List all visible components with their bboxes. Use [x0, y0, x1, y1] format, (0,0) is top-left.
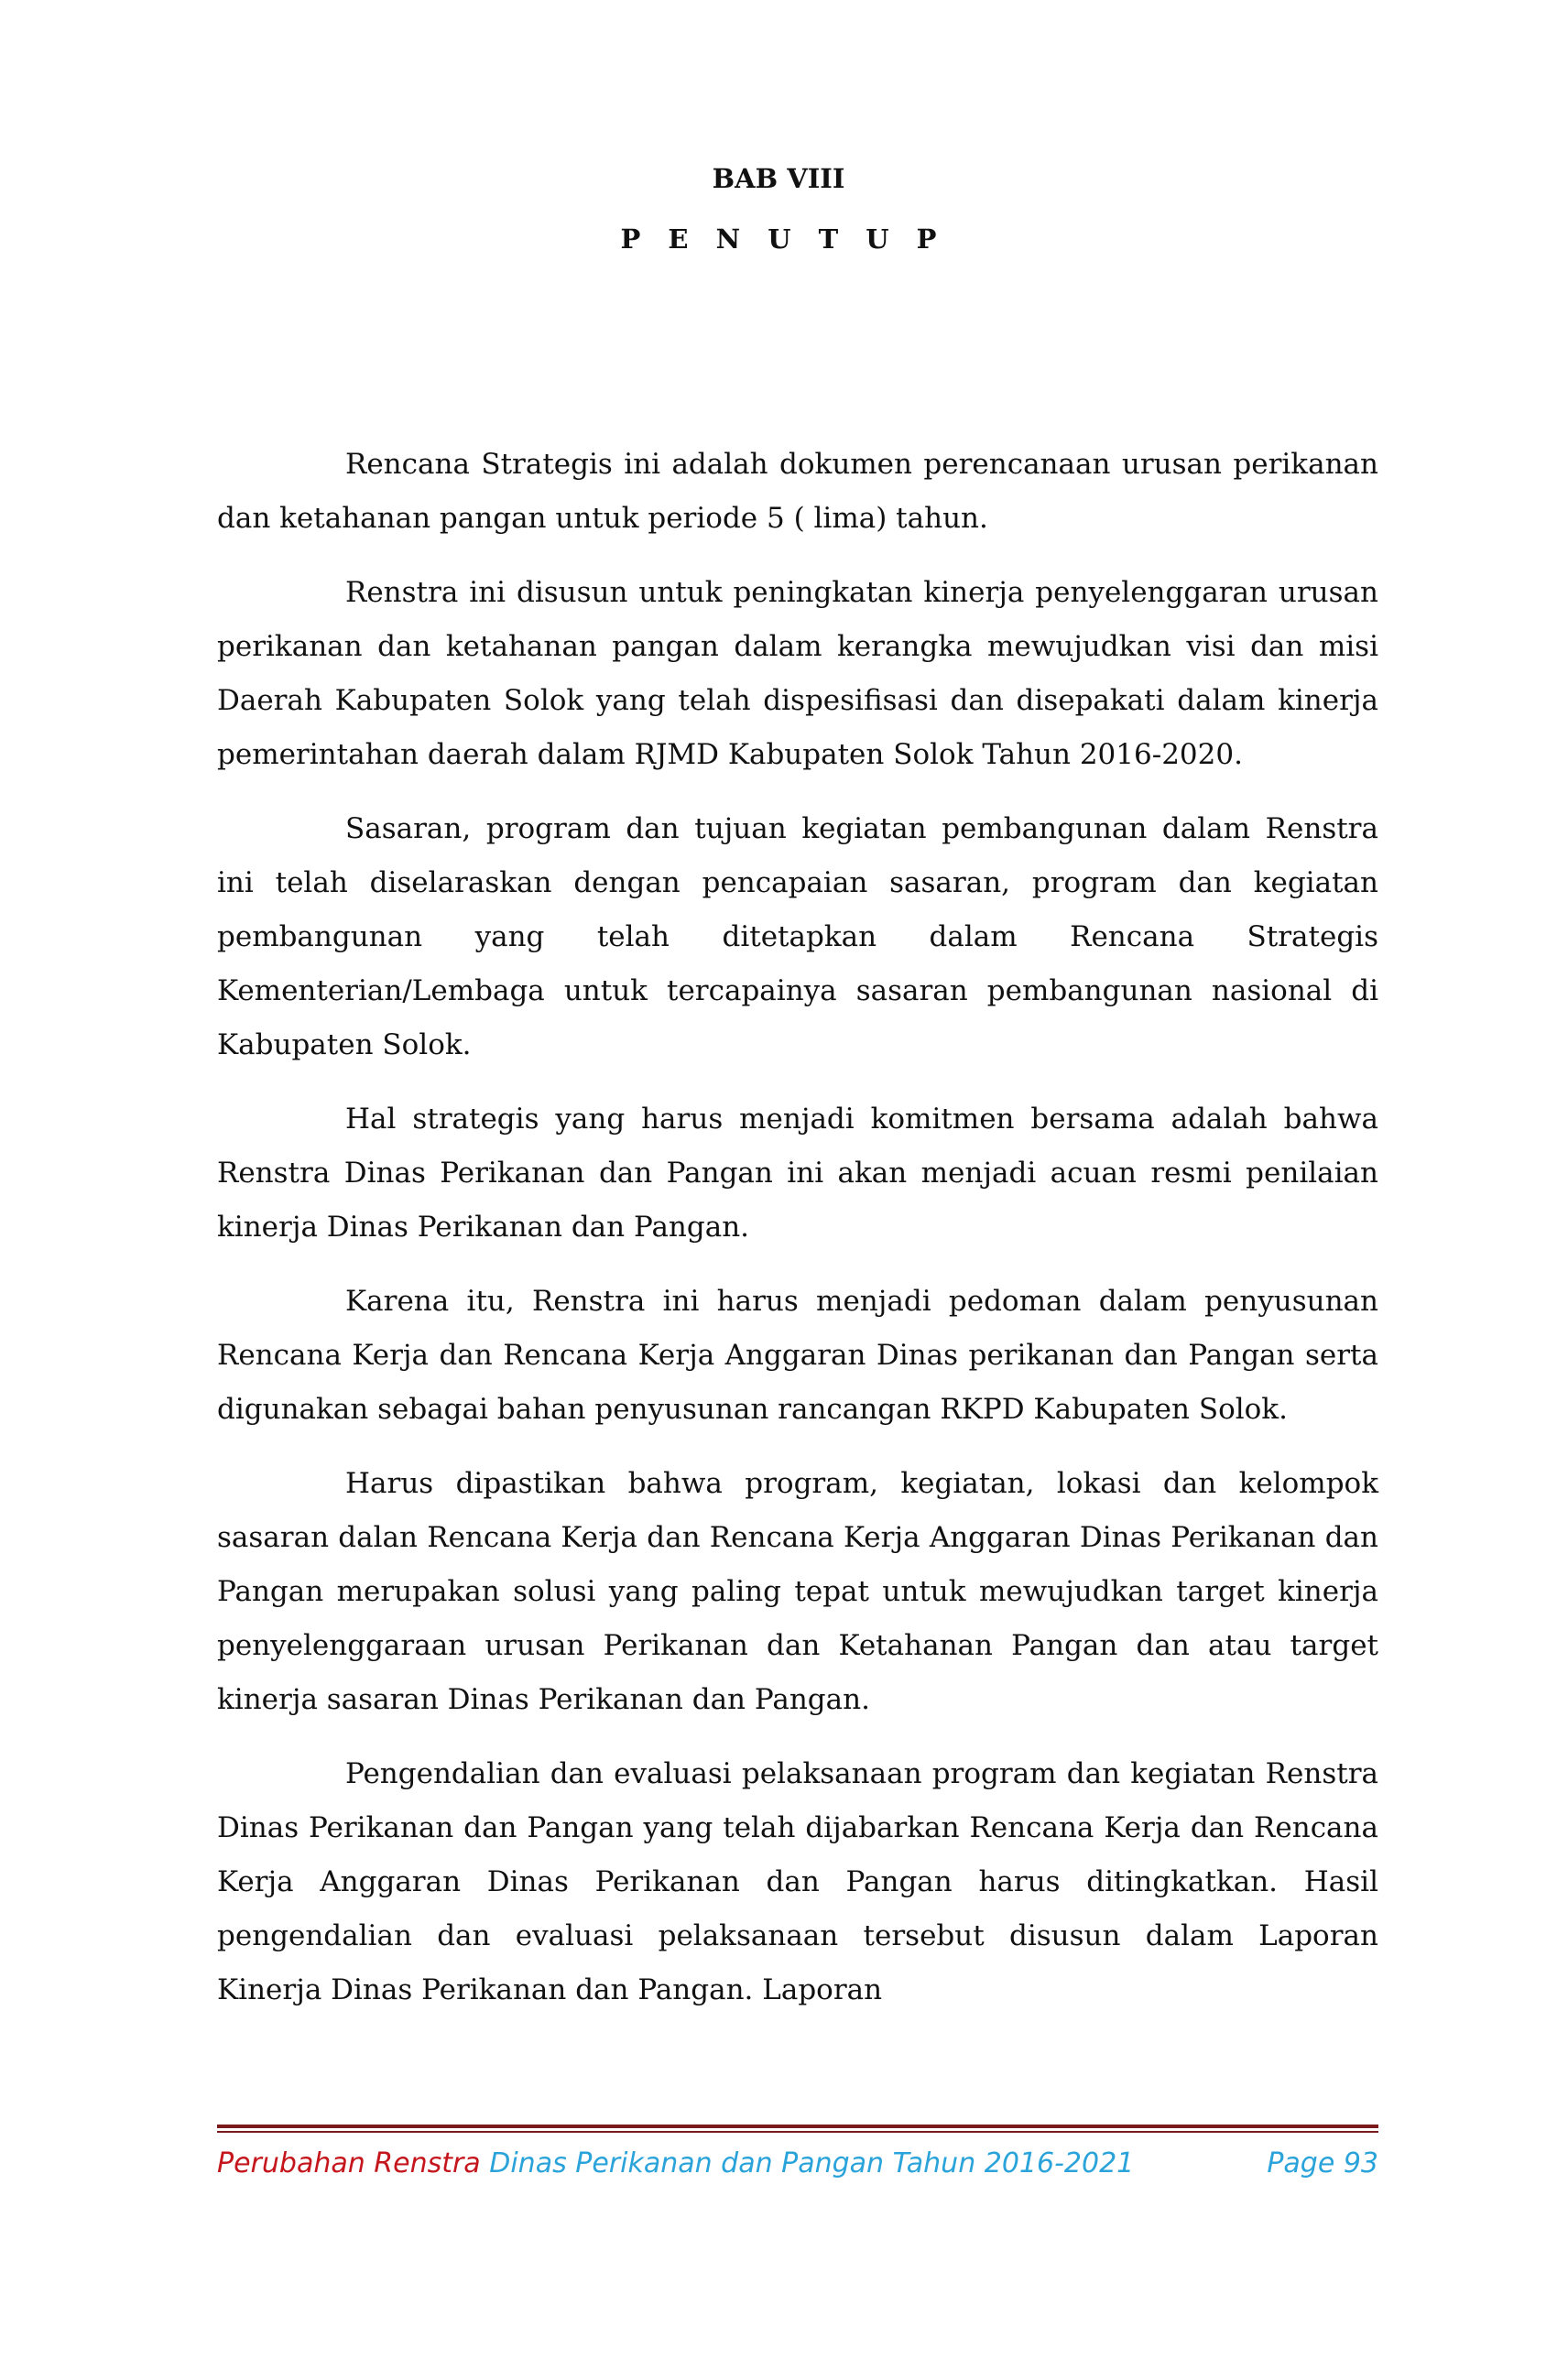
footer-blue-text: Dinas Perikanan dan Pangan Tahun 2016-2021: [489, 2147, 1135, 2179]
paragraph-3: Sasaran, program dan tujuan kegiatan pembangunan dalam Renstra ini telah diselaraskan dengan pencapaian sasaran, program dan kegiatan pembangunan yang telah ditetapkan dalam Rencana Strategis Kementerian/Lembaga untuk tercapainya sasaran pembangunan nasional di Kabupaten Solok.: [217, 812, 1378, 1061]
footer-title: [217, 2141, 1134, 2187]
page-footer: [217, 2141, 1378, 2187]
footer-rule-thin: [217, 2131, 1378, 2133]
paragraph-4: Hal strategis yang harus menjadi komitmen bersama adalah bahwa Renstra Dinas Perikanan dan Pangan ini akan menjadi acuan resmi penilaian kinerja Dinas Perikanan dan Pangan.: [217, 1103, 1378, 1244]
footer-red-text: Perubahan Renstra: [217, 2147, 481, 2179]
paragraph-1: Rencana Strategis ini adalah dokumen perencanaan urusan perikanan dan ketahanan pangan untuk periode 5 ( lima) tahun.: [217, 448, 1378, 535]
paragraph-7: Pengendalian dan evaluasi pelaksanaan program dan kegiatan Renstra Dinas Perikanan dan Pangan yang telah dijabarkan Rencana Kerja dan Rencana Kerja Anggaran Dinas Perikanan dan Pangan harus ditingkatkan. Hasil pengendalian dan evaluasi pelaksanaan tersebut disusun dalam Laporan Kinerja Dinas Perikanan dan Pangan. Laporan: [217, 1757, 1378, 2006]
body-text: [217, 438, 1378, 2017]
chapter-heading: BAB VIII: [712, 163, 845, 194]
paragraph-6: Harus dipastikan bahwa program, kegiatan, lokasi dan kelompok sasaran dalan Rencana Kerja dan Rencana Kerja Anggaran Dinas Perikanan dan Pangan merupakan solusi yang paling tepat untuk mewujudkan target kinerja penyelenggaraan urusan Perikanan dan Ketahanan Pangan dan atau target kinerja sasaran Dinas Perikanan dan Pangan.: [217, 1467, 1378, 1716]
chapter-title: P E N U T U P: [620, 223, 946, 255]
page-number: Page 93: [1267, 2147, 1378, 2179]
footer-rule-thick: [217, 2125, 1378, 2128]
paragraph-2: Renstra ini disusun untuk peningkatan kinerja penyelenggaran urusan perikanan dan ketahanan pangan dalam kerangka mewujudkan visi dan misi Daerah Kabupaten Solok yang telah dispesifisasi dan disepakati dalam kinerja pemerintahan daerah dalam RJMD Kabupaten Solok Tahun 2016-2020.: [217, 576, 1378, 771]
paragraph-5: Karena itu, Renstra ini harus menjadi pedoman dalam penyusunan Rencana Kerja dan Rencana Kerja Anggaran Dinas perikanan dan Pangan serta digunakan sebagai bahan penyusunan rancangan RKPD Kabupaten Solok.: [217, 1285, 1378, 1426]
